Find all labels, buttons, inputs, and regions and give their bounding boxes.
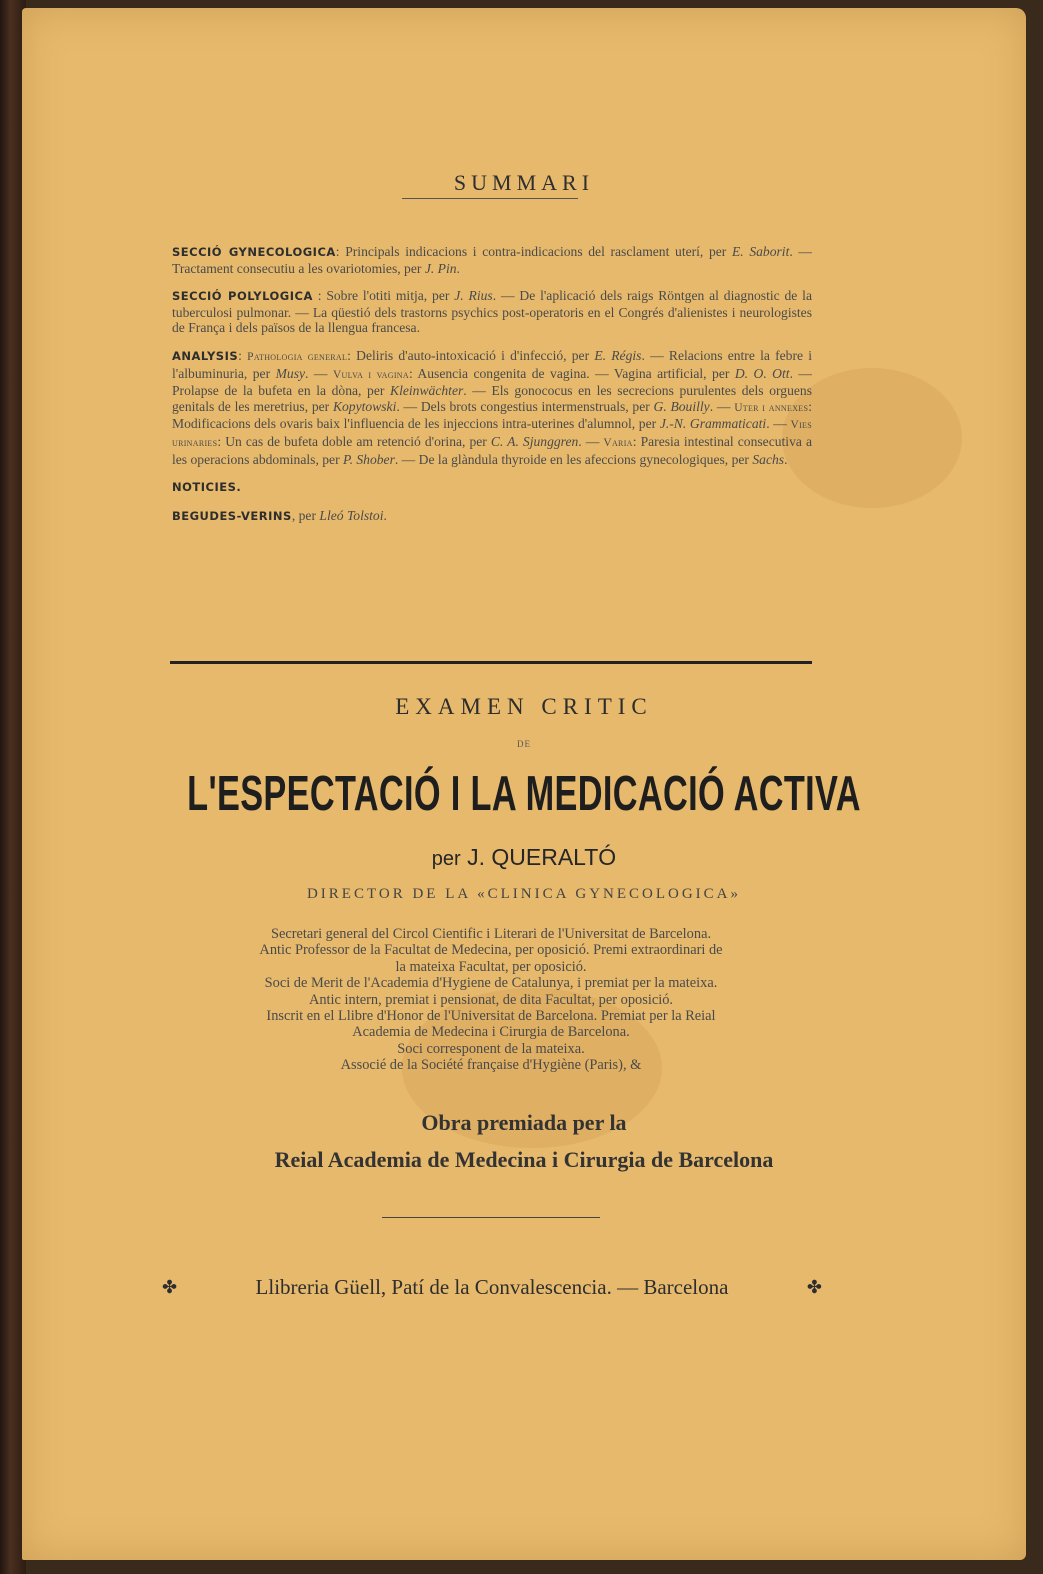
summary-entry-begudes-verins (172, 508, 812, 525)
entry-author: E. Saborit (731, 244, 790, 259)
advert-connector: DE (517, 739, 531, 749)
entry-text: . — Prolapse de la bufeta en la dòna, per (172, 365, 813, 399)
entry-author: E. Régis (594, 347, 642, 363)
award-line-1: Obra premiada per la (421, 1110, 627, 1135)
entry-author: J.-N. Grammaticati (659, 416, 767, 432)
author-credentials (170, 926, 812, 1074)
entry-author: G. Bouilly (653, 398, 710, 414)
entry-subsection: Uter i annexes (734, 401, 809, 414)
summari-title: SUMMARI (453, 170, 595, 195)
entry-text: : Ausencia congenita de vagina. — Vagina artificial, per (408, 365, 735, 381)
entry-author: Lleó Tolstoi (319, 507, 384, 523)
entry-text: . (456, 260, 460, 276)
fleuron-icon: ✤ (162, 1277, 178, 1297)
entry-text: : Sobre l'otiti mitja, per (312, 288, 455, 304)
entry-author: P. Shober (343, 451, 395, 467)
credential-line: Inscrit en el Llibre d'Honor de l'Universitat de Barcelona. Premiat per la Reial (266, 1008, 716, 1025)
entry-text: . — (709, 398, 735, 414)
entry-key: ANALYSIS (172, 348, 239, 363)
entry-author: Kopytowski (332, 398, 397, 414)
entry-author: J. Pin (424, 260, 457, 276)
summary-entry-gynecologica (172, 244, 812, 276)
entry-key: SECCIÓ POLYLOGICA (172, 289, 313, 304)
credential-line: Soci corresponent de la mateixa. (397, 1040, 585, 1057)
entry-key: SECCIÓ GYNECOLOGICA (172, 245, 336, 259)
entry-text: . — (578, 433, 604, 449)
entry-author: Sachs (752, 451, 785, 467)
entry-text: . (383, 507, 387, 523)
author-name: J. QUERALTÓ (467, 844, 617, 870)
credential-line: Soci de Merit de l'Academia d'Hygiene de Catalunya, i premiat per la mateixa. (264, 975, 718, 992)
summary-list (172, 244, 812, 536)
entry-subsection: Vies urinaries (172, 419, 812, 449)
entry-text: . — (305, 365, 333, 381)
credential-line: Associé de la Société française d'Hygiène (Paris), & (340, 1057, 642, 1074)
credential-line: Academia de Medecina i Cirurgia de Barcelona. (352, 1024, 630, 1041)
entry-text: . — Els gonococus en les secrecions purulentes dels orguens genitals de les meretrius, per (172, 383, 812, 414)
section-divider (170, 661, 812, 664)
summary-entry-polylogica (172, 288, 812, 336)
credential-line: Antic intern, premiat i pensionat, de dita Facultat, per oposició. (308, 991, 674, 1008)
entry-author: C. A. Sjunggren (490, 433, 579, 449)
advert-heading: EXAMEN CRITIC (395, 694, 653, 719)
entry-text: , per (291, 507, 320, 523)
entry-author: Kleinwächter (390, 383, 464, 399)
entry-text: : (238, 347, 248, 363)
entry-author: D. O. Ott (734, 365, 790, 381)
author-role: DIRECTOR DE LA «CLINICA GYNECOLOGICA» (306, 886, 742, 902)
credential-line: Antic Professor de la Facultat de Medecina, per oposició. Premi extraordinari de (259, 942, 723, 959)
entry-text: : Deliris d'auto-intoxicació i d'infecció, per (347, 347, 595, 363)
entry-text: . — Relacions entre la febre i l'albuminuria, per (172, 347, 812, 381)
credential-line: la mateixa Facultat, per oposició. (395, 958, 587, 975)
entry-text: : Paresia intestinal consecutiva a les operacions abdominals, per (172, 433, 812, 467)
printed-page (22, 8, 1026, 1560)
entry-text: . — De l'aplicació dels raigs Röntgen al diagnostic de la tuberculosi pulmonar. — La qüestió dels trastorns psychics post-operatoris en el Congrés d'alienistes i neurologistes de França i dels països de la llengua francesa. (172, 288, 812, 336)
fleuron-icon: ✤ (806, 1277, 822, 1297)
entry-text: : Principals indicacions i contra-indicacions del rasclament uterí, per (335, 244, 732, 259)
entry-text: . — Tractament consecutiu a les ovariotomies, per (172, 244, 813, 276)
book-author (22, 844, 1026, 871)
summary-entry-noticies (172, 479, 812, 496)
entry-text: : Un cas de bufeta doble am retenció d'orina, per (217, 433, 491, 449)
entry-text: : Modificacions dels ovaris baix l'influencia de les injeccions intra-uterines d'alumnol, per (172, 398, 812, 432)
publisher-line (162, 1275, 822, 1300)
entry-subsection: Varia (603, 436, 633, 449)
title-underline (402, 198, 578, 199)
entry-text: . — Dels brots congestius intermenstruals, per (396, 398, 654, 414)
author-prefix: per (431, 848, 461, 870)
entry-key: NOTICIES. (172, 480, 242, 495)
entry-subsection: Pathologia general (247, 350, 348, 363)
entry-subsection: Vulva i vagina (332, 368, 409, 381)
entry-author: Musy (275, 365, 306, 381)
credential-line: Secretari general del Circol Cientific i Literari de l'Universitat de Barcelona. (270, 926, 712, 942)
entry-author: J. Rius (454, 288, 493, 304)
entry-text: . (784, 451, 788, 467)
entry-key: BEGUDES-VERINS (172, 508, 292, 523)
award-line-2: Reial Academia de Medecina i Cirurgia de Barcelona (274, 1147, 774, 1172)
summary-entry-analysis (172, 348, 812, 467)
entry-text: . — De la glàndula thyroide en les afeccions gynecologiques, per (394, 451, 753, 467)
publisher-text: Llibreria Güell, Patí de la Convalescencia. — Barcelona (255, 1275, 729, 1299)
book-title: L'ESPECTACIÓ I LA MEDICACIÓ ACTIVA (187, 767, 861, 821)
entry-text: . — (766, 416, 791, 432)
award-underline (382, 1217, 600, 1218)
